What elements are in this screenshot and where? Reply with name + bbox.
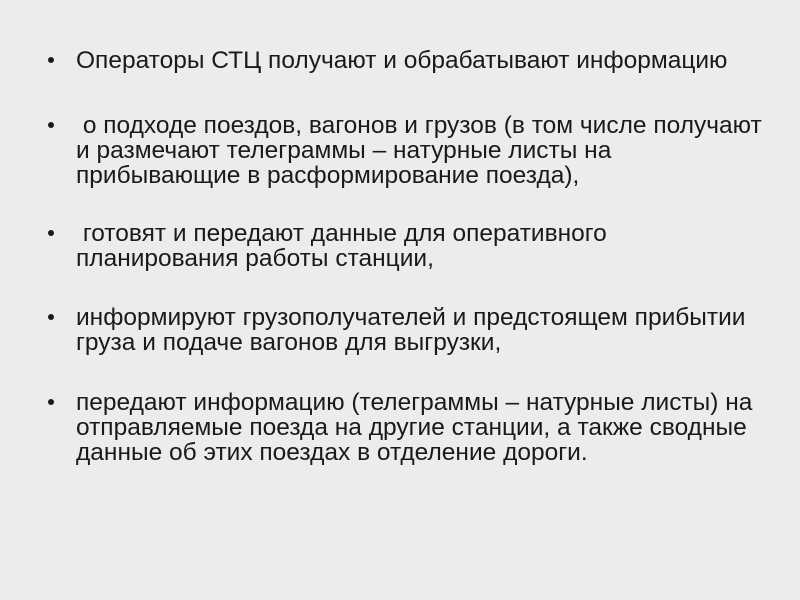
bullet-dot-icon [48,122,54,128]
bullet-text: о подходе поездов, вагонов и грузов (в том числе получают и размечают телеграммы – натурные листы на прибывающие в расформирование поезда), [76,112,769,189]
bullet-item [48,48,768,73]
bullet-text: информируют грузополучателей и предстоящем прибытии груза и подаче вагонов для выгрузки, [76,304,753,356]
bullet-dot-icon [48,57,54,63]
bullet-text: Операторы СТЦ получают и обрабатывают информацию [76,47,728,74]
bullet-item [48,305,768,355]
bullet-list [48,48,768,498]
bullet-item [48,221,768,271]
bullet-dot-icon [48,399,54,405]
bullet-text: готовят и передают данные для оперативного планирования работы станции, [76,220,614,272]
bullet-item [48,113,768,188]
bullet-text: передают информацию (телеграммы – натурные листы) на отправляемые поезда на другие станции, а также сводные данные об этих поездах в отделение дороги. [76,389,760,466]
bullet-item [48,390,768,465]
bullet-dot-icon [48,314,54,320]
bullet-dot-icon [48,230,54,236]
